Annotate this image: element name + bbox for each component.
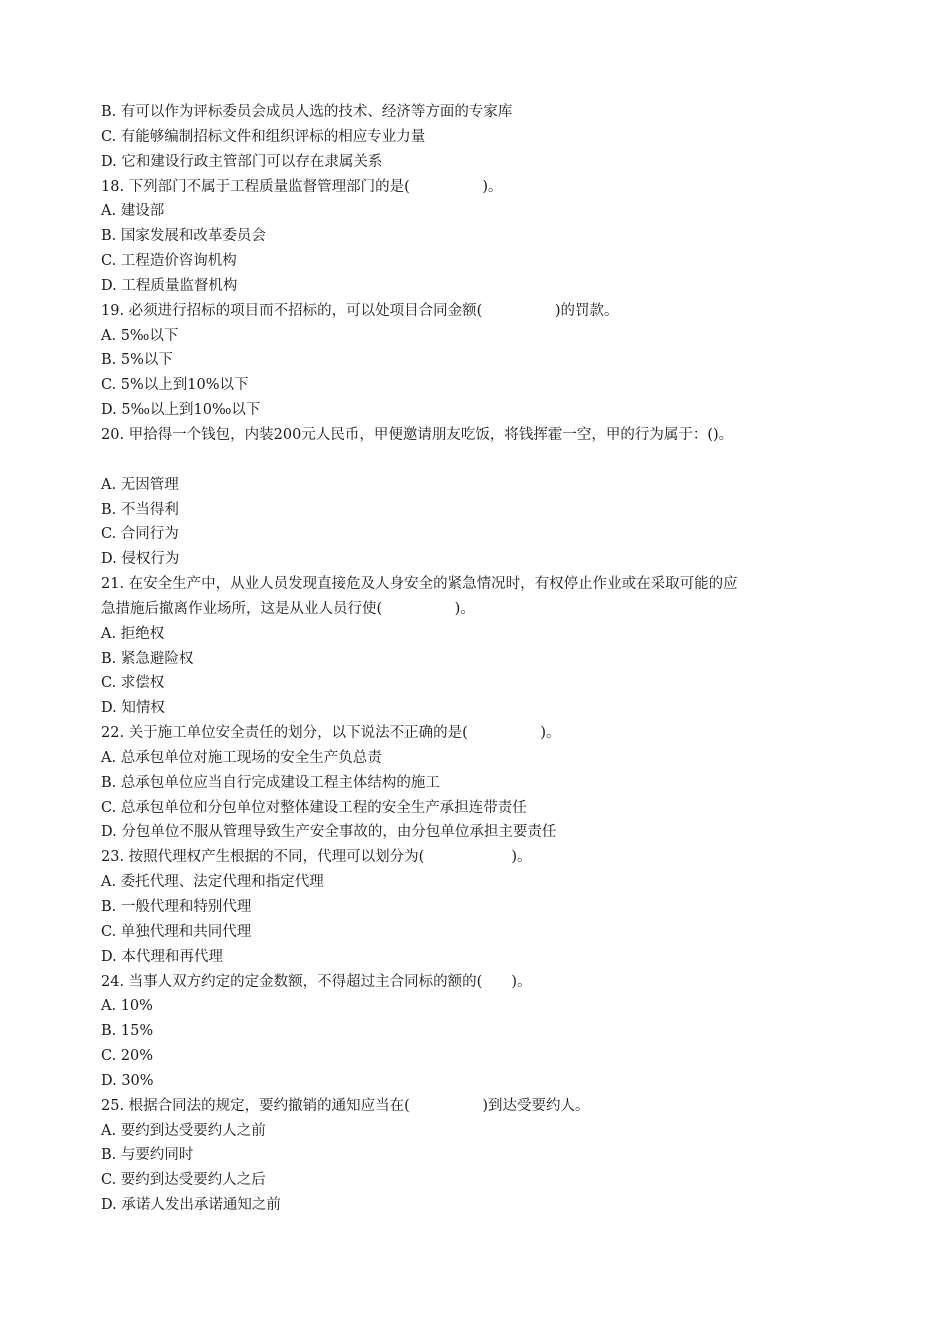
option-b-q22: B. 总承包单位应当自行完成建设工程主体结构的施工 (101, 774, 440, 791)
option-c-q18: C. 工程造价咨询机构 (101, 253, 237, 270)
question-20: 20. 甲拾得一个钱包，内装200元人民币，甲便邀请朋友吃饭，将钱挥霍一空，甲的行为属于：()。 (101, 426, 734, 443)
option-d-q18: D. 工程质量监督机构 (101, 277, 238, 294)
question-21-line-1: 21. 在安全生产中，从业人员发现直接危及人身安全的紧急情况时，有权停止作业或在采取可能的应 (101, 576, 738, 593)
option-b-q23: B. 一般代理和特别代理 (101, 899, 252, 915)
option-c-q19: C. 5%以上到10%以下 (101, 377, 249, 394)
option-a-q21: A. 拒绝权 (101, 625, 165, 642)
option-d-q17: D. 它和建设行政主管部门可以存在隶属关系 (101, 153, 383, 170)
option-a-q22: A. 总承包单位对施工现场的安全生产负总责 (101, 749, 382, 766)
option-b-q21: B. 紧急避险权 (101, 650, 194, 667)
question-25: 25. 根据合同法的规定，要约撤销的通知应当在( )到达受要约人。 (101, 1097, 590, 1114)
exam-text-body (101, 100, 846, 1218)
option-a-q19: A. 5‰以下 (101, 327, 179, 344)
option-b-q19: B. 5%以下 (101, 352, 173, 369)
option-b-q17: B. 有可以作为评标委员会成员人选的技术、经济等方面的专家库 (101, 104, 513, 120)
question-18: 18. 下列部门不属于工程质量监督管理部门的是( )。 (101, 178, 503, 195)
option-c-q22: C. 总承包单位和分包单位对整体建设工程的安全生产承担连带责任 (101, 799, 527, 816)
option-c-q20: C. 合同行为 (101, 526, 179, 543)
option-c-q23: C. 单独代理和共同代理 (101, 923, 252, 940)
option-d-q25: D. 承诺人发出承诺通知之前 (101, 1197, 281, 1214)
question-21-line-2: 急措施后撤离作业场所，这是从业人员行使( )。 (101, 600, 475, 617)
option-d-q23: D. 本代理和再代理 (101, 948, 223, 965)
option-b-q24: B. 15% (101, 1023, 154, 1040)
option-c-q24: C. 20% (101, 1048, 154, 1065)
option-c-q17: C. 有能够编制招标文件和组织评标的相应专业力量 (101, 128, 426, 145)
option-c-q25: C. 要约到达受要约人之后 (101, 1172, 266, 1189)
option-b-q18: B. 国家发展和改革委员会 (101, 228, 266, 245)
option-a-q23: A. 委托代理、法定代理和指定代理 (101, 874, 324, 891)
option-a-q18: A. 建设部 (101, 203, 165, 220)
question-24: 24. 当事人双方约定的定金数额，不得超过主合同标的额的( )。 (101, 973, 532, 990)
option-d-q20: D. 侵权行为 (101, 551, 180, 568)
option-c-q21: C. 求偿权 (101, 675, 165, 692)
option-b-q25: B. 与要约同时 (101, 1147, 194, 1164)
question-23: 23. 按照代理权产生根据的不同，代理可以划分为( )。 (101, 849, 532, 866)
question-19: 19. 必须进行招标的项目而不招标的，可以处项目合同金额( )的罚款。 (101, 302, 619, 319)
option-b-q20: B. 不当得利 (101, 501, 179, 518)
option-d-q19: D. 5‰以上到10‰以下 (101, 402, 261, 419)
option-d-q22: D. 分包单位不服从管理导致生产安全事故的，由分包单位承担主要责任 (101, 824, 557, 841)
option-d-q24: D. 30% (101, 1072, 154, 1089)
option-a-q24: A. 10% (101, 998, 153, 1015)
blank-line (101, 448, 846, 473)
option-a-q25: A. 要约到达受要约人之前 (101, 1122, 266, 1139)
option-d-q21: D. 知情权 (101, 700, 165, 717)
option-a-q20: A. 无因管理 (101, 476, 179, 493)
question-22: 22. 关于施工单位安全责任的划分，以下说法不正确的是( )。 (101, 725, 561, 742)
